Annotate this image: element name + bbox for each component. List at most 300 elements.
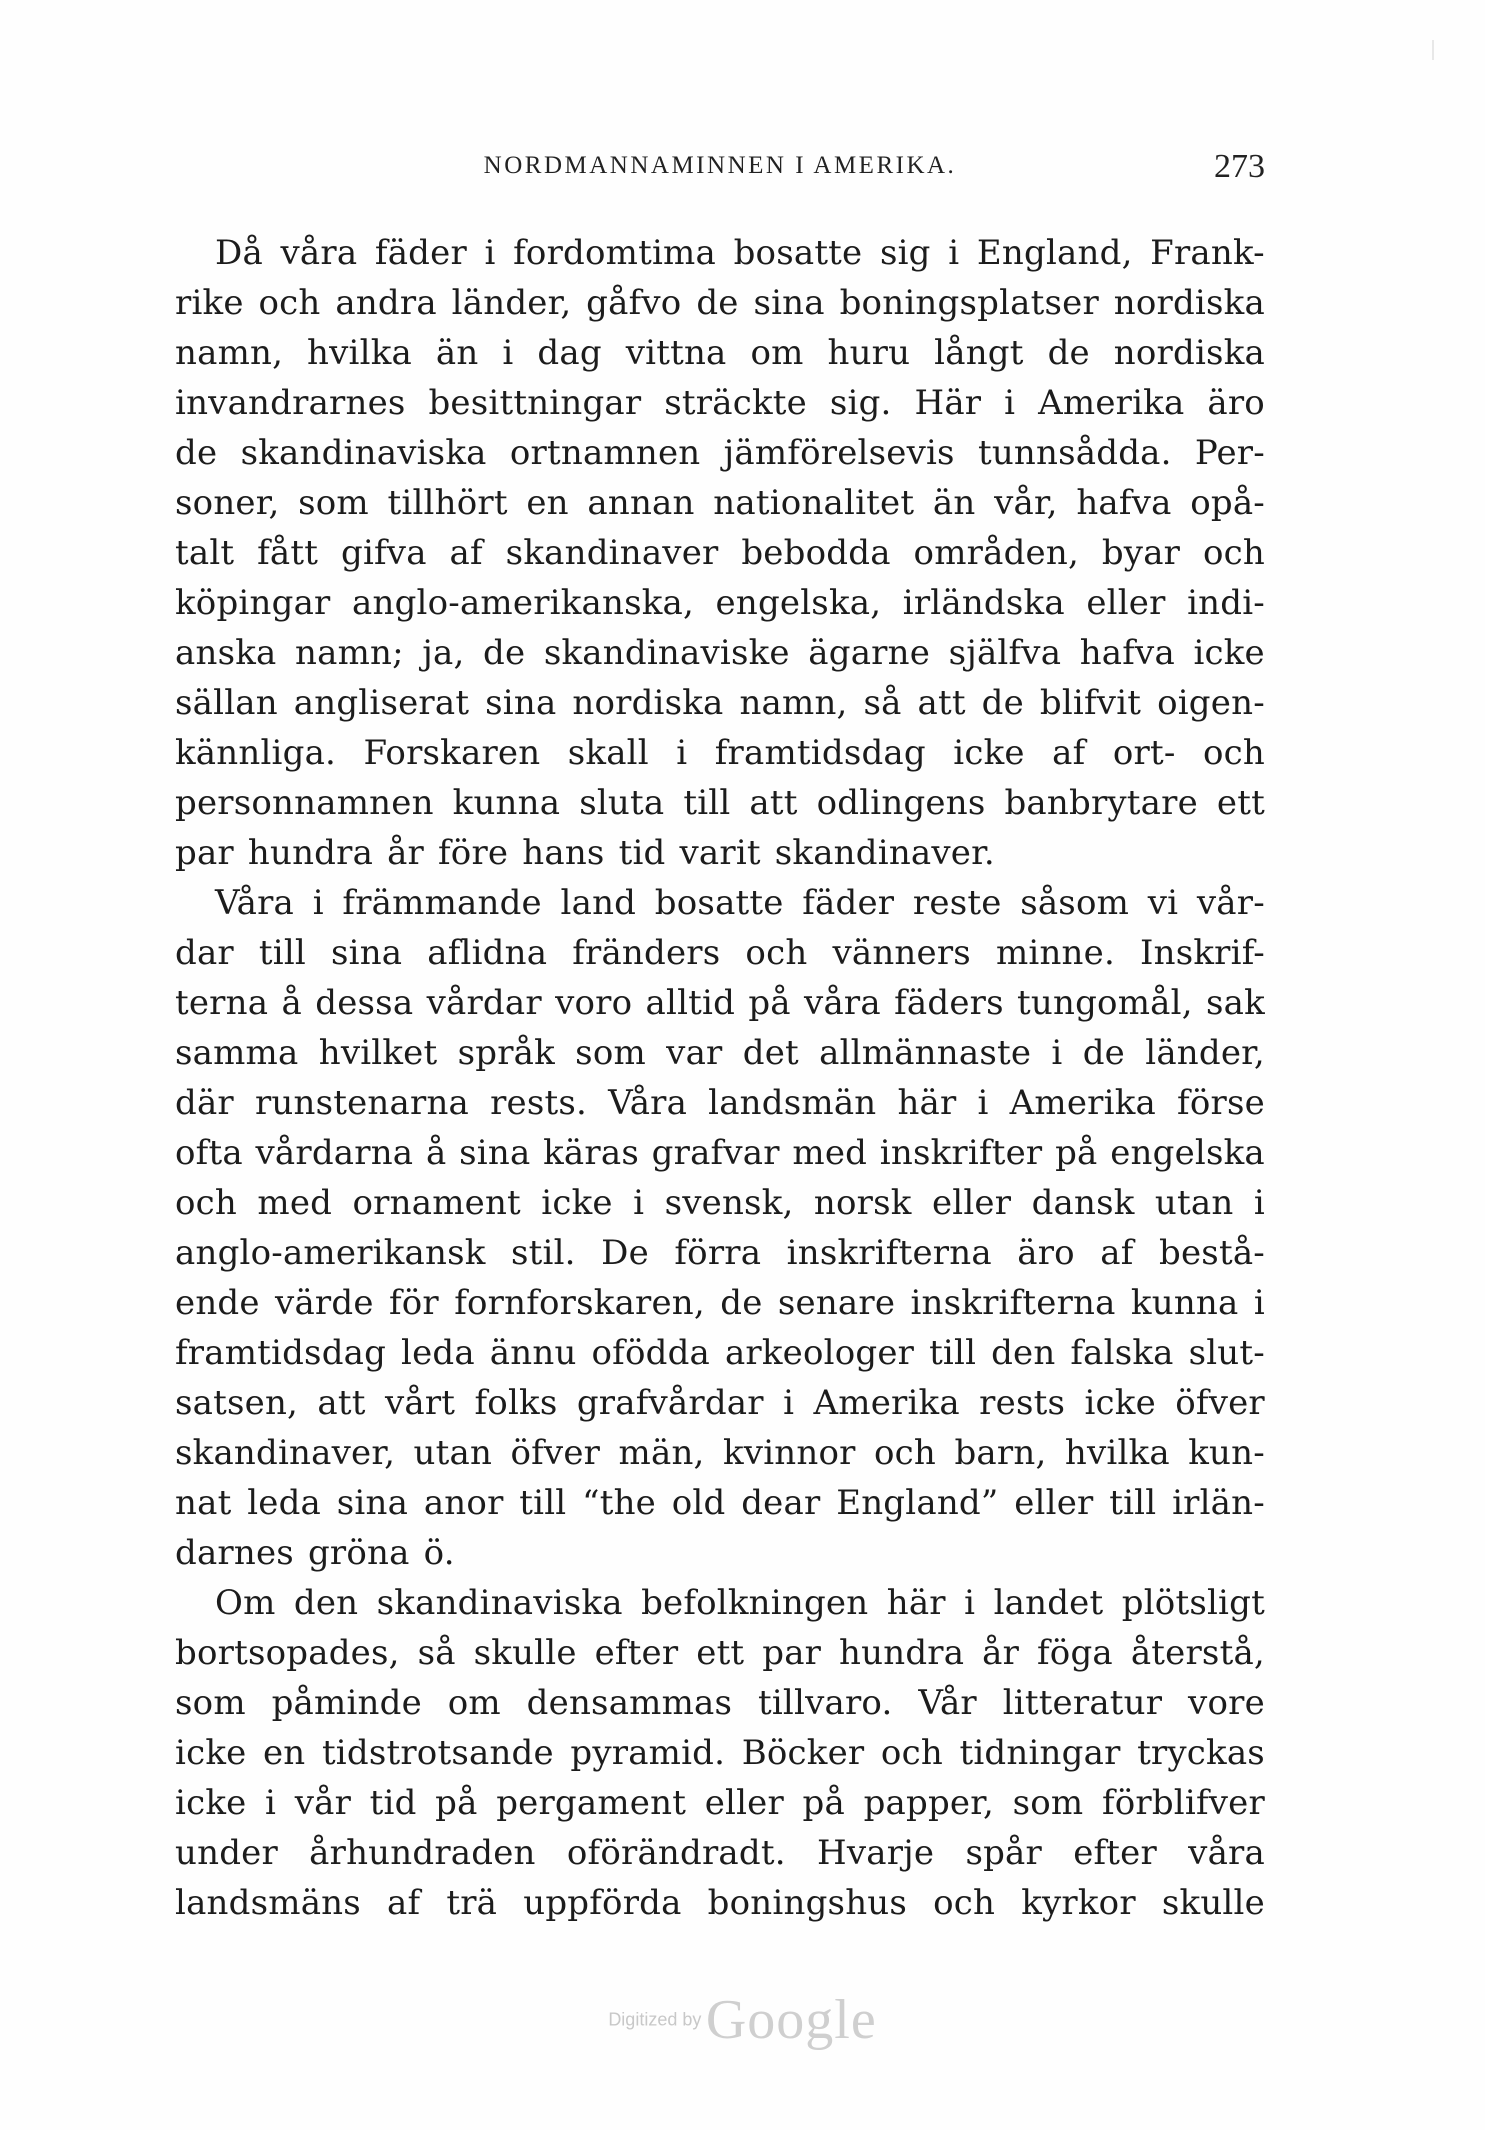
- word: före: [438, 833, 509, 873]
- word: Forskaren: [363, 733, 541, 773]
- word: Frank-: [1150, 233, 1265, 273]
- word: gröna: [307, 1533, 410, 1573]
- word: här: [886, 1583, 946, 1623]
- word: varit: [679, 833, 761, 873]
- word: än: [435, 333, 479, 373]
- word: återstå,: [1130, 1633, 1265, 1673]
- word: eller: [1014, 1483, 1094, 1523]
- word: var: [666, 1033, 723, 1073]
- word: och: [880, 1733, 943, 1773]
- word: det: [742, 1033, 799, 1073]
- word: samma: [175, 1033, 299, 1073]
- word: skulle: [1161, 1883, 1265, 1923]
- word: öfver: [510, 1433, 601, 1473]
- word: och: [175, 1183, 238, 1223]
- word: eller: [1086, 583, 1166, 623]
- word: terna: [175, 983, 269, 1023]
- word: för: [388, 1283, 439, 1323]
- text-line: [175, 1578, 1265, 1628]
- word: icke: [1084, 1383, 1156, 1423]
- word: om: [447, 1683, 501, 1723]
- word: engelska,: [715, 583, 882, 623]
- text-line: [175, 1378, 1265, 1428]
- word: ornament: [352, 1183, 521, 1223]
- word: de: [483, 633, 526, 673]
- word: länder,: [1145, 1033, 1265, 1073]
- word: pergament: [496, 1783, 687, 1823]
- word: sina: [459, 1133, 531, 1173]
- word: eller: [931, 1183, 1012, 1223]
- word: med: [792, 1133, 868, 1173]
- word: uppförda: [523, 1883, 682, 1923]
- text-line: [175, 1828, 1265, 1878]
- word: en: [262, 1733, 306, 1773]
- word: där: [175, 1083, 234, 1123]
- word: hundra: [839, 1633, 965, 1673]
- word: språk: [457, 1033, 555, 1073]
- word: blifvit: [1039, 683, 1142, 723]
- word: skandinaver.: [774, 833, 995, 873]
- running-head: [175, 148, 1265, 192]
- word: sluta: [579, 783, 665, 823]
- word: reste: [912, 883, 1002, 923]
- word: bosatte: [733, 233, 863, 273]
- word: framtidsdag: [714, 733, 926, 773]
- word: England,: [976, 233, 1133, 273]
- word: befolkningen: [641, 1583, 869, 1623]
- text-line: [175, 1028, 1265, 1078]
- word: såsom: [1020, 883, 1130, 923]
- word: hans: [522, 833, 605, 873]
- word: bestå-: [1159, 1233, 1265, 1273]
- word: Hvarje: [816, 1833, 935, 1873]
- word: slut-: [1188, 1333, 1265, 1373]
- word: framtidsdag: [175, 1333, 387, 1373]
- word: skall: [567, 733, 649, 773]
- text-line: [175, 378, 1265, 428]
- word: namn;: [295, 633, 404, 673]
- word: landet: [993, 1583, 1104, 1623]
- word: skulle: [473, 1633, 577, 1673]
- word: jämförelsevis: [723, 433, 955, 473]
- word: huru: [827, 333, 911, 373]
- word: tillvaro.: [758, 1683, 893, 1723]
- word: i: [783, 1383, 795, 1423]
- word: dag: [537, 333, 602, 373]
- word: här: [897, 1083, 957, 1123]
- word: sina: [753, 283, 825, 323]
- word: pyramid.: [570, 1733, 726, 1773]
- word: på: [1055, 1133, 1098, 1173]
- word: tid: [369, 1783, 417, 1823]
- word: litteratur: [1002, 1683, 1163, 1723]
- text-line: [175, 478, 1265, 528]
- word: icke: [175, 1783, 247, 1823]
- word: angliserat: [293, 683, 470, 723]
- word: tid: [618, 833, 666, 873]
- word: tillhört: [387, 483, 508, 523]
- word: landsmäns: [175, 1883, 361, 1923]
- word: värde: [275, 1283, 374, 1323]
- word: Amerika: [813, 1383, 960, 1423]
- text-line: [175, 1078, 1265, 1128]
- word: vår-: [1196, 883, 1265, 923]
- word: skandinaviska: [240, 433, 487, 473]
- text-line: [175, 1728, 1265, 1778]
- word: ofta: [175, 1133, 243, 1173]
- word: irländska: [902, 583, 1065, 623]
- word: sina: [330, 933, 403, 973]
- word: och: [933, 1883, 996, 1923]
- word: besittningar: [428, 383, 642, 423]
- word: föga: [1037, 1633, 1113, 1673]
- word: den: [293, 1583, 359, 1623]
- word: anglo-amerikanska,: [352, 583, 695, 623]
- word: och: [1202, 533, 1265, 573]
- word: i: [964, 1583, 976, 1623]
- word: densammas: [526, 1683, 733, 1723]
- word: anska: [175, 633, 277, 673]
- word: nordiska: [1113, 283, 1265, 323]
- word: oförändradt.: [566, 1833, 786, 1873]
- word: de: [720, 1283, 763, 1323]
- text-line: [175, 1328, 1265, 1378]
- word: icke: [175, 1733, 247, 1773]
- word: Om: [215, 1583, 276, 1623]
- word: Inskrif-: [1139, 933, 1265, 973]
- text-line: [175, 628, 1265, 678]
- word: i: [1004, 383, 1016, 423]
- word: dansk: [1031, 1183, 1135, 1223]
- word: falska: [1070, 1333, 1174, 1373]
- word: en: [526, 483, 569, 523]
- word: dar: [175, 933, 234, 973]
- word: inskrifterna: [910, 1283, 1116, 1323]
- word: voro: [555, 983, 633, 1023]
- word: med: [257, 1183, 333, 1223]
- word: förblifver: [1101, 1783, 1265, 1823]
- word: öfver: [1175, 1383, 1265, 1423]
- word: vårt: [384, 1383, 456, 1423]
- word: fränders: [572, 933, 721, 973]
- word: norsk: [813, 1183, 912, 1223]
- word: vi: [1147, 883, 1179, 923]
- text-line: [175, 778, 1265, 828]
- word: icke: [541, 1183, 613, 1223]
- word: af: [1052, 733, 1086, 773]
- word: ägarne: [808, 633, 931, 673]
- page-number: 273: [1214, 148, 1265, 185]
- word: senare: [777, 1283, 896, 1323]
- word: De: [601, 1233, 649, 1273]
- text-line: [175, 528, 1265, 578]
- word: nationalitet: [713, 483, 915, 523]
- word: efter: [1073, 1833, 1157, 1873]
- word: annan: [587, 483, 695, 523]
- word: sak: [1205, 983, 1265, 1023]
- word: hvilka: [1064, 1433, 1170, 1473]
- word: att: [317, 1383, 366, 1423]
- word: old: [671, 1483, 726, 1523]
- word: barn,: [954, 1433, 1047, 1473]
- word: engelska: [1110, 1133, 1265, 1173]
- word: kunna: [452, 783, 561, 823]
- word: till: [519, 1483, 567, 1523]
- word: rike: [175, 283, 244, 323]
- word: till: [258, 933, 306, 973]
- text-line: [175, 278, 1265, 328]
- word: som: [575, 1033, 646, 1073]
- word: kvinnor: [722, 1433, 856, 1473]
- word: i: [484, 233, 496, 273]
- word: icke: [1193, 633, 1265, 673]
- word: boningsplatser: [839, 283, 1099, 323]
- running-title: NORDMANNAMINNEN I AMERIKA.: [483, 152, 957, 179]
- word: papper,: [863, 1783, 994, 1823]
- word: byar: [1101, 533, 1181, 573]
- word: fäders: [894, 983, 1004, 1023]
- word: år: [982, 1633, 1020, 1673]
- text-line: [175, 1528, 1265, 1578]
- word: af: [1100, 1233, 1134, 1273]
- word: af: [449, 533, 483, 573]
- text-line: [175, 878, 1265, 928]
- word: och: [258, 283, 321, 323]
- word: så: [417, 1633, 456, 1673]
- text-line: [175, 978, 1265, 1028]
- word: ort-: [1112, 733, 1176, 773]
- word: utan: [1154, 1183, 1234, 1223]
- word: själfva: [948, 633, 1062, 673]
- word: fäder: [802, 883, 895, 923]
- google-logo: Google: [705, 1989, 877, 2051]
- word: dear: [741, 1483, 821, 1523]
- word: utan: [413, 1433, 493, 1473]
- word: Amerika: [1009, 1083, 1156, 1123]
- word: hafva: [1079, 633, 1175, 673]
- word: allmännaste: [819, 1033, 1032, 1073]
- word: förra: [674, 1233, 762, 1273]
- text-line: [175, 1678, 1265, 1728]
- word: hundra: [247, 833, 374, 873]
- word: på: [802, 1783, 845, 1823]
- text-line: [175, 1228, 1265, 1278]
- word: att: [917, 683, 966, 723]
- word: namn,: [739, 683, 848, 723]
- word: irlän-: [1172, 1483, 1265, 1523]
- word: till: [683, 783, 731, 823]
- word: sträckte: [664, 383, 807, 423]
- word: i: [633, 1183, 645, 1223]
- word: om: [750, 333, 804, 373]
- word: kunna: [1130, 1283, 1239, 1323]
- word: fäder: [374, 233, 467, 273]
- word: främmande: [342, 883, 542, 923]
- word: och: [745, 933, 808, 973]
- word: invandrarnes: [175, 383, 406, 423]
- word: ö.: [423, 1533, 455, 1573]
- word: de: [981, 683, 1024, 723]
- word: tunnsådda.: [977, 433, 1172, 473]
- text-line: [175, 1478, 1265, 1528]
- word: sig: [879, 233, 931, 273]
- word: folks: [474, 1383, 558, 1423]
- word: i: [265, 1783, 277, 1823]
- word: af: [387, 1883, 421, 1923]
- word: kännliga.: [175, 733, 337, 773]
- word: personnamnen: [175, 783, 434, 823]
- text-line: [175, 228, 1265, 278]
- word: sig.: [829, 383, 892, 423]
- text-line: [175, 578, 1265, 628]
- word: till: [929, 1333, 977, 1373]
- word: sällan: [175, 683, 278, 723]
- word: trä: [446, 1883, 498, 1923]
- word: och: [1202, 733, 1265, 773]
- word: anglo-amerikansk: [175, 1233, 486, 1273]
- word: icke: [953, 733, 1025, 773]
- word: i: [977, 1083, 989, 1123]
- word: ja,: [422, 633, 465, 673]
- scan-edge-mark: [1432, 40, 1434, 60]
- word: våra: [280, 233, 358, 273]
- text-line: [175, 1278, 1265, 1328]
- word: käras: [543, 1133, 639, 1173]
- word: i: [1051, 1033, 1063, 1073]
- word: som: [175, 1683, 246, 1723]
- word: par: [762, 1633, 822, 1673]
- word: den: [991, 1333, 1056, 1373]
- word: skandinaver,: [175, 1433, 396, 1473]
- word: förse: [1177, 1083, 1265, 1123]
- text-line: [175, 328, 1265, 378]
- word: män,: [618, 1433, 705, 1473]
- word: tidstrotsande: [321, 1733, 554, 1773]
- word: hafva: [1076, 483, 1172, 523]
- word: och: [874, 1433, 937, 1473]
- word: nordiska: [572, 683, 724, 723]
- word: gåfvo: [586, 283, 682, 323]
- word: tungomål,: [1017, 983, 1193, 1023]
- word: fordomtima: [513, 233, 716, 273]
- word: äro: [1207, 383, 1265, 423]
- word: vårdarna: [255, 1133, 414, 1173]
- word: skandinaviska: [376, 1583, 623, 1623]
- word: vittna: [625, 333, 727, 373]
- word: spår: [965, 1833, 1042, 1873]
- word: banbrytare: [1004, 783, 1198, 823]
- word: ett: [696, 1633, 745, 1673]
- text-line: [175, 1128, 1265, 1178]
- word: äro: [1017, 1233, 1075, 1273]
- word: vore: [1188, 1683, 1265, 1723]
- word: grafvårdar: [576, 1383, 764, 1423]
- word: nat: [175, 1483, 232, 1523]
- word: skandinaviske: [543, 633, 790, 673]
- text-line: [175, 1628, 1265, 1678]
- word: andra: [335, 283, 437, 323]
- word: långt: [934, 333, 1024, 373]
- word: tryckas: [1137, 1733, 1265, 1773]
- text-line: [175, 728, 1265, 778]
- word: våra: [1188, 1833, 1265, 1873]
- word: Våra: [608, 1083, 688, 1123]
- word: å: [281, 983, 302, 1023]
- word: bortsopades,: [175, 1633, 400, 1673]
- word: ofödda: [591, 1333, 711, 1373]
- word: att: [749, 783, 798, 823]
- word: våra: [804, 983, 881, 1023]
- word: i: [502, 333, 514, 373]
- word: ortnamnen: [509, 433, 701, 473]
- word: aflidna: [427, 933, 548, 973]
- word: vår,: [994, 483, 1058, 523]
- text-line: [175, 1878, 1265, 1928]
- word: Då: [215, 233, 263, 273]
- word: de: [1047, 333, 1090, 373]
- word: Våra: [215, 883, 295, 923]
- word: köpingar: [175, 583, 331, 623]
- word: i: [676, 733, 688, 773]
- word: å: [425, 1133, 447, 1173]
- word: rests: [979, 1383, 1066, 1423]
- word: under: [175, 1833, 278, 1873]
- word: som: [1012, 1783, 1084, 1823]
- word: par: [175, 833, 234, 873]
- word: kun-: [1188, 1433, 1265, 1473]
- word: fornforskaren,: [454, 1283, 705, 1323]
- word: inskrifterna: [786, 1233, 992, 1273]
- word: Vår: [918, 1683, 977, 1723]
- word: opå-: [1190, 483, 1265, 523]
- word: år: [387, 833, 425, 873]
- word: i: [1253, 1283, 1265, 1323]
- word: Per-: [1194, 433, 1265, 473]
- word: till: [1109, 1483, 1157, 1523]
- text-line: [175, 1428, 1265, 1478]
- word: odlingens: [816, 783, 986, 823]
- word: skandinaver: [505, 533, 719, 573]
- word: Böcker: [741, 1733, 865, 1773]
- word: vårdar: [426, 983, 542, 1023]
- word: landsmän: [708, 1083, 877, 1123]
- word: leda: [247, 1483, 322, 1523]
- word: tidningar: [959, 1733, 1121, 1773]
- word: Amerika: [1038, 383, 1185, 423]
- text-line: [175, 1778, 1265, 1828]
- word: land: [560, 883, 637, 923]
- word: talt: [175, 533, 235, 573]
- word: i: [948, 233, 960, 273]
- word: minne.: [995, 933, 1115, 973]
- text-line: [175, 828, 1265, 878]
- word: ännu: [489, 1333, 577, 1373]
- word: hvilka: [307, 333, 412, 373]
- word: länder,: [451, 283, 572, 323]
- word: vår: [294, 1783, 352, 1823]
- body-text: [175, 228, 1265, 1928]
- watermark-prefix: Digitized by: [608, 2009, 702, 2030]
- word: de: [696, 283, 739, 323]
- word: bosatte: [654, 883, 784, 923]
- word: stil.: [511, 1233, 576, 1273]
- word: anor: [423, 1483, 504, 1523]
- word: hvilket: [318, 1033, 438, 1073]
- word: nordiska: [1113, 333, 1265, 373]
- word: alltid: [645, 983, 736, 1023]
- text-line: [175, 1178, 1265, 1228]
- word: satsen,: [175, 1383, 299, 1423]
